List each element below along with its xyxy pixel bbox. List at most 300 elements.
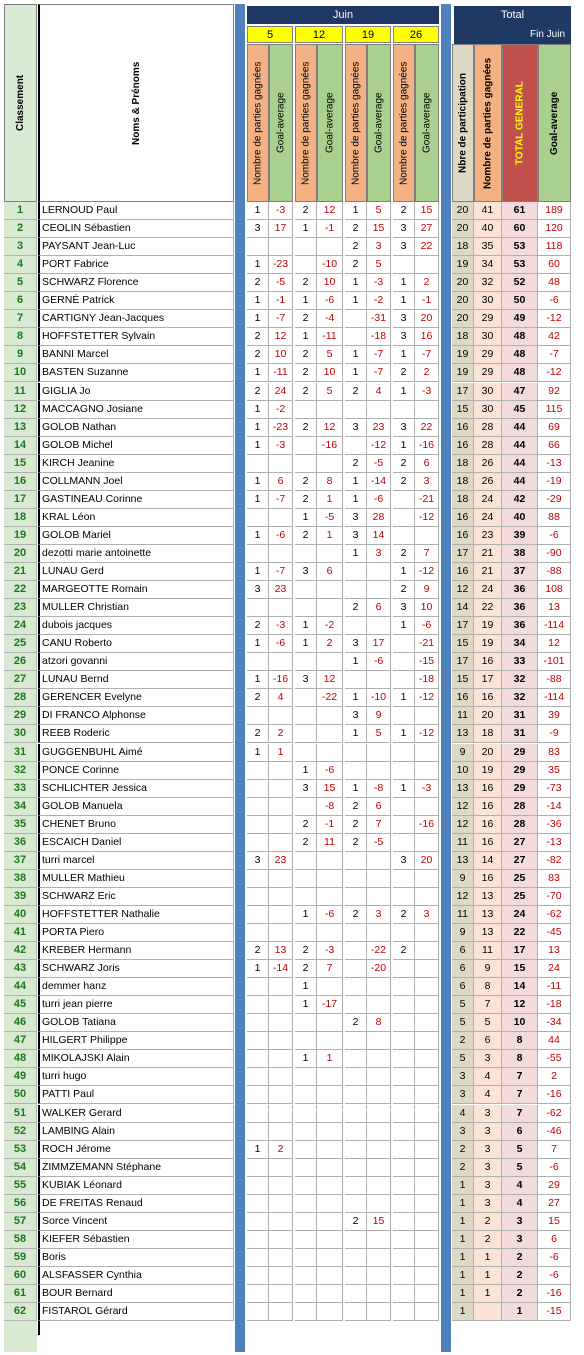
cell-tw: 13 xyxy=(474,888,502,906)
cell-g19: -5 xyxy=(367,834,391,852)
cell-g26: 22 xyxy=(415,419,439,437)
cell-w12 xyxy=(295,1285,317,1303)
cell-ga: -114 xyxy=(538,617,571,635)
cell-ga: 15 xyxy=(538,1213,571,1231)
cell-g19 xyxy=(367,1050,391,1068)
cell-tot: 50 xyxy=(502,292,538,310)
player-name: WALKER Gerard xyxy=(38,1105,234,1123)
cell-w12 xyxy=(295,1014,317,1032)
cell-g26 xyxy=(415,762,439,780)
cell-g19 xyxy=(367,924,391,942)
cell-w19 xyxy=(345,996,367,1014)
cell-p: 12 xyxy=(452,581,474,599)
cell-tw: 11 xyxy=(474,942,502,960)
cell-w12: 2 xyxy=(295,274,317,292)
cell-w26 xyxy=(393,1032,415,1050)
cell-p: 16 xyxy=(452,437,474,455)
cell-w26: 1 xyxy=(393,725,415,743)
cell-g12 xyxy=(317,924,343,942)
subheader-w26-label: Nombre de parties gagnées xyxy=(398,61,410,185)
rank-cell: 17 xyxy=(4,491,37,509)
cell-tot: 7 xyxy=(502,1068,538,1086)
cell-w19: 2 xyxy=(345,455,367,473)
cell-g5: 2 xyxy=(269,725,293,743)
cell-w19 xyxy=(345,924,367,942)
cell-g5: 6 xyxy=(269,473,293,491)
cell-w12 xyxy=(295,725,317,743)
cell-p: 6 xyxy=(452,978,474,996)
cell-g12 xyxy=(317,1141,343,1159)
cell-tw: 19 xyxy=(474,762,502,780)
cell-tw: 19 xyxy=(474,635,502,653)
cell-w5 xyxy=(247,816,269,834)
cell-w5 xyxy=(247,455,269,473)
cell-w26 xyxy=(393,798,415,816)
cell-g19 xyxy=(367,401,391,419)
cell-w12 xyxy=(295,1231,317,1249)
cell-g19: 4 xyxy=(367,383,391,401)
cell-tot: 32 xyxy=(502,671,538,689)
cell-p: 16 xyxy=(452,509,474,527)
cell-p: 18 xyxy=(452,328,474,346)
cell-p: 18 xyxy=(452,455,474,473)
cell-ga: 44 xyxy=(538,1032,571,1050)
cell-w5 xyxy=(247,906,269,924)
rank-cell: 7 xyxy=(4,310,37,328)
cell-tot: 2 xyxy=(502,1267,538,1285)
rank-cell: 2 xyxy=(4,220,37,238)
cell-tot: 7 xyxy=(502,1105,538,1123)
rank-cell: 3 xyxy=(4,238,37,256)
cell-g12: -16 xyxy=(317,437,343,455)
cell-g19 xyxy=(367,617,391,635)
player-name: Boris xyxy=(38,1249,234,1267)
cell-tw: 3 xyxy=(474,1141,502,1159)
cell-tw: 20 xyxy=(474,707,502,725)
cell-tw: 22 xyxy=(474,599,502,617)
cell-w12: 2 xyxy=(295,834,317,852)
cell-g12: 12 xyxy=(317,202,343,220)
cell-tw: 2 xyxy=(474,1213,502,1231)
cell-g5 xyxy=(269,707,293,725)
cell-w5 xyxy=(247,1249,269,1267)
cell-ga: -29 xyxy=(538,491,571,509)
cell-ga: 7 xyxy=(538,1141,571,1159)
cell-g12 xyxy=(317,238,343,256)
player-name: LUNAU Bernd xyxy=(38,671,234,689)
cell-ga: -16 xyxy=(538,1086,571,1104)
player-name: LUNAU Gerd xyxy=(38,563,234,581)
rank-cell: 34 xyxy=(4,798,37,816)
cell-ga: -88 xyxy=(538,563,571,581)
cell-tw: 7 xyxy=(474,996,502,1014)
rank-cell: 52 xyxy=(4,1123,37,1141)
cell-g12 xyxy=(317,455,343,473)
rank-cell: 55 xyxy=(4,1177,37,1195)
subheader-g12 xyxy=(317,44,343,202)
cell-tw: 26 xyxy=(474,455,502,473)
cell-g19: 6 xyxy=(367,599,391,617)
cell-w26: 2 xyxy=(393,202,415,220)
cell-g26: -3 xyxy=(415,780,439,798)
player-name: MULLER Mathieu xyxy=(38,870,234,888)
cell-w5: 2 xyxy=(247,689,269,707)
subheader-tw xyxy=(474,44,502,202)
cell-ga: 120 xyxy=(538,220,571,238)
cell-g5 xyxy=(269,1177,293,1195)
cell-tw: 9 xyxy=(474,960,502,978)
cell-tot: 14 xyxy=(502,978,538,996)
cell-g19: 3 xyxy=(367,545,391,563)
cell-g26: 20 xyxy=(415,310,439,328)
cell-g26: 16 xyxy=(415,328,439,346)
cell-g19 xyxy=(367,671,391,689)
cell-w5 xyxy=(247,1105,269,1123)
cell-w19 xyxy=(345,744,367,762)
cell-g5: 1 xyxy=(269,744,293,762)
rank-cell: 9 xyxy=(4,346,37,364)
cell-g26: -16 xyxy=(415,437,439,455)
cell-w5 xyxy=(247,924,269,942)
subheader-ga-label: Goal-average xyxy=(549,91,560,155)
cell-p: 2 xyxy=(452,1159,474,1177)
cell-w12 xyxy=(295,689,317,707)
cell-w12 xyxy=(295,888,317,906)
rank-cell: 53 xyxy=(4,1141,37,1159)
cell-g5: -3 xyxy=(269,437,293,455)
cell-g26 xyxy=(415,1141,439,1159)
cell-ga: -13 xyxy=(538,834,571,852)
cell-ga: -73 xyxy=(538,780,571,798)
cell-g19: 28 xyxy=(367,509,391,527)
cell-tw: 3 xyxy=(474,1050,502,1068)
cell-g19 xyxy=(367,1159,391,1177)
cell-w26: 3 xyxy=(393,599,415,617)
cell-tot: 3 xyxy=(502,1231,538,1249)
cell-p: 13 xyxy=(452,725,474,743)
cell-tot: 32 xyxy=(502,689,538,707)
cell-g26 xyxy=(415,1032,439,1050)
subheader-g26-label: Goal-average xyxy=(421,92,433,154)
cell-tw: 30 xyxy=(474,328,502,346)
cell-w19 xyxy=(345,563,367,581)
cell-p: 20 xyxy=(452,274,474,292)
cell-g5: -1 xyxy=(269,292,293,310)
cell-g12: -1 xyxy=(317,816,343,834)
cell-w19: 1 xyxy=(345,274,367,292)
cell-tot: 60 xyxy=(502,220,538,238)
rank-cell: 31 xyxy=(4,744,37,762)
cell-w26 xyxy=(393,256,415,274)
cell-g26: -18 xyxy=(415,671,439,689)
cell-w26 xyxy=(393,744,415,762)
cell-g5: 12 xyxy=(269,328,293,346)
cell-w19 xyxy=(345,1249,367,1267)
subheader-tw-label: Nombre de parties gagnées xyxy=(482,57,494,189)
cell-g26: -3 xyxy=(415,383,439,401)
cell-g12: 7 xyxy=(317,960,343,978)
cell-g5: -7 xyxy=(269,310,293,328)
cell-ga: -6 xyxy=(538,527,571,545)
cell-p: 5 xyxy=(452,1050,474,1068)
cell-w12 xyxy=(295,707,317,725)
cell-w5: 3 xyxy=(247,220,269,238)
cell-ga: 13 xyxy=(538,599,571,617)
cell-g12: 5 xyxy=(317,383,343,401)
cell-w12 xyxy=(295,1086,317,1104)
cell-w19 xyxy=(345,1086,367,1104)
cell-tw: 30 xyxy=(474,383,502,401)
cell-ga: -88 xyxy=(538,671,571,689)
cell-g26 xyxy=(415,1086,439,1104)
cell-w19 xyxy=(345,888,367,906)
cell-w19 xyxy=(345,310,367,328)
cell-g19 xyxy=(367,1249,391,1267)
cell-g12: 1 xyxy=(317,1050,343,1068)
cell-g19: 6 xyxy=(367,798,391,816)
cell-tw xyxy=(474,1303,502,1321)
rank-cell: 61 xyxy=(4,1285,37,1303)
cell-ga: 118 xyxy=(538,238,571,256)
cell-p: 13 xyxy=(452,780,474,798)
player-name: KIRCH Jeanine xyxy=(38,455,234,473)
player-name: MARGEOTTE Romain xyxy=(38,581,234,599)
rank-cell: 21 xyxy=(4,563,37,581)
cell-g19: 5 xyxy=(367,256,391,274)
subheader-w26 xyxy=(393,44,415,202)
cell-w19 xyxy=(345,401,367,419)
rank-cell: 44 xyxy=(4,978,37,996)
cell-g5 xyxy=(269,996,293,1014)
cell-w19: 1 xyxy=(345,545,367,563)
cell-g5 xyxy=(269,1231,293,1249)
cell-w5 xyxy=(247,509,269,527)
cell-tot: 44 xyxy=(502,437,538,455)
cell-tot: 37 xyxy=(502,563,538,581)
cell-tw: 28 xyxy=(474,437,502,455)
cell-w5 xyxy=(247,1303,269,1321)
cell-w5 xyxy=(247,1086,269,1104)
cell-tot: 10 xyxy=(502,1014,538,1032)
cell-g12: 6 xyxy=(317,563,343,581)
cell-w5: 1 xyxy=(247,419,269,437)
subheader-w5-label: Nombre de parties gagnées xyxy=(252,61,264,185)
cell-tot: 6 xyxy=(502,1123,538,1141)
cell-w26 xyxy=(393,762,415,780)
player-name: CANU Roberto xyxy=(38,635,234,653)
rank-cell: 42 xyxy=(4,942,37,960)
player-name: KREBER Hermann xyxy=(38,942,234,960)
cell-p: 20 xyxy=(452,202,474,220)
cell-w19: 1 xyxy=(345,292,367,310)
total-header xyxy=(454,6,571,24)
cell-g5 xyxy=(269,653,293,671)
cell-tot: 31 xyxy=(502,707,538,725)
cell-p: 4 xyxy=(452,1105,474,1123)
player-name: ESCAICH Daniel xyxy=(38,834,234,852)
cell-w19: 1 xyxy=(345,346,367,364)
cell-g12: 1 xyxy=(317,491,343,509)
cell-w5: 1 xyxy=(247,310,269,328)
player-name: atzori govanni xyxy=(38,653,234,671)
cell-w5: 1 xyxy=(247,473,269,491)
rank-cell: 8 xyxy=(4,328,37,346)
cell-g19: 14 xyxy=(367,527,391,545)
cell-p: 17 xyxy=(452,383,474,401)
cell-w12 xyxy=(295,545,317,563)
cell-w5: 2 xyxy=(247,725,269,743)
cell-w12: 2 xyxy=(295,960,317,978)
subheader-w19-label: Nombre de parties gagnées xyxy=(350,61,362,185)
cell-g12: 10 xyxy=(317,364,343,382)
cell-w5 xyxy=(247,1159,269,1177)
cell-tw: 1 xyxy=(474,1285,502,1303)
player-name: BANNI Marcel xyxy=(38,346,234,364)
cell-tw: 6 xyxy=(474,1032,502,1050)
cell-w19: 3 xyxy=(345,707,367,725)
cell-tot: 36 xyxy=(502,581,538,599)
cell-tot: 29 xyxy=(502,762,538,780)
cell-g5: -14 xyxy=(269,960,293,978)
cell-tot: 15 xyxy=(502,960,538,978)
cell-w5 xyxy=(247,996,269,1014)
player-name: BOUR Bernard xyxy=(38,1285,234,1303)
cell-w19: 2 xyxy=(345,383,367,401)
player-name: SCHWARZ Florence xyxy=(38,274,234,292)
cell-g26 xyxy=(415,1267,439,1285)
cell-tw: 3 xyxy=(474,1123,502,1141)
rank-cell: 19 xyxy=(4,527,37,545)
rank-cell: 46 xyxy=(4,1014,37,1032)
cell-w26 xyxy=(393,1303,415,1321)
cell-p: 1 xyxy=(452,1249,474,1267)
cell-ga: -90 xyxy=(538,545,571,563)
player-name: Sorce Vincent xyxy=(38,1213,234,1231)
cell-tw: 26 xyxy=(474,473,502,491)
cell-w19 xyxy=(345,1267,367,1285)
cell-w19 xyxy=(345,1159,367,1177)
cell-w26: 1 xyxy=(393,689,415,707)
cell-p: 3 xyxy=(452,1123,474,1141)
cell-w12: 1 xyxy=(295,328,317,346)
cell-w5: 3 xyxy=(247,581,269,599)
cell-w12: 2 xyxy=(295,346,317,364)
cell-w5 xyxy=(247,1177,269,1195)
cell-g19 xyxy=(367,870,391,888)
player-name: SCHWARZ Joris xyxy=(38,960,234,978)
cell-tw: 24 xyxy=(474,509,502,527)
cell-p: 18 xyxy=(452,473,474,491)
cell-g26 xyxy=(415,1014,439,1032)
cell-g19 xyxy=(367,1123,391,1141)
cell-g19: 5 xyxy=(367,202,391,220)
cell-g19: 7 xyxy=(367,816,391,834)
cell-tw: 16 xyxy=(474,834,502,852)
cell-w19 xyxy=(345,978,367,996)
cell-w5 xyxy=(247,798,269,816)
cell-tw: 35 xyxy=(474,238,502,256)
cell-tot: 44 xyxy=(502,455,538,473)
cell-tot: 25 xyxy=(502,870,538,888)
cell-p: 11 xyxy=(452,834,474,852)
cell-p: 12 xyxy=(452,888,474,906)
cell-g12 xyxy=(317,653,343,671)
cell-g19 xyxy=(367,1285,391,1303)
cell-g12: -2 xyxy=(317,617,343,635)
cell-tw: 41 xyxy=(474,202,502,220)
cell-g26: -12 xyxy=(415,563,439,581)
cell-w19: 3 xyxy=(345,419,367,437)
cell-w26: 3 xyxy=(393,328,415,346)
cell-ga: 83 xyxy=(538,744,571,762)
cell-tw: 4 xyxy=(474,1086,502,1104)
cell-g5: 23 xyxy=(269,852,293,870)
cell-tw: 3 xyxy=(474,1105,502,1123)
cell-g26: -12 xyxy=(415,725,439,743)
cell-w12: 2 xyxy=(295,310,317,328)
cell-g26: 22 xyxy=(415,238,439,256)
week-label-26: 26 xyxy=(393,26,439,43)
cell-ga: 88 xyxy=(538,509,571,527)
cell-g12 xyxy=(317,1123,343,1141)
cell-w12 xyxy=(295,653,317,671)
cell-g5 xyxy=(269,545,293,563)
player-name: MIKOLAJSKI Alain xyxy=(38,1050,234,1068)
cell-g19 xyxy=(367,581,391,599)
cell-w19 xyxy=(345,960,367,978)
week-label-5: 5 xyxy=(247,26,293,43)
rank-cell: 12 xyxy=(4,401,37,419)
cell-w5: 1 xyxy=(247,527,269,545)
cell-w12: 2 xyxy=(295,364,317,382)
cell-g19 xyxy=(367,1177,391,1195)
cell-g5: 2 xyxy=(269,1141,293,1159)
cell-p: 18 xyxy=(452,491,474,509)
cell-w26 xyxy=(393,1177,415,1195)
cell-w26 xyxy=(393,1267,415,1285)
cell-w12 xyxy=(295,437,317,455)
cell-w26: 2 xyxy=(393,455,415,473)
cell-p: 19 xyxy=(452,346,474,364)
player-name: LERNOUD Paul xyxy=(38,202,234,220)
cell-g19: 15 xyxy=(367,1213,391,1231)
subheader-tot-label: TOTAL GENERAL xyxy=(514,81,526,165)
cell-ga: 6 xyxy=(538,1231,571,1249)
cell-w5: 2 xyxy=(247,942,269,960)
cell-tw: 29 xyxy=(474,364,502,382)
cell-w26 xyxy=(393,978,415,996)
cell-w26: 1 xyxy=(393,437,415,455)
cell-ga: -12 xyxy=(538,310,571,328)
cell-w26: 2 xyxy=(393,581,415,599)
cell-w26 xyxy=(393,401,415,419)
cell-g5 xyxy=(269,780,293,798)
rank-cell: 59 xyxy=(4,1249,37,1267)
cell-w19: 2 xyxy=(345,1213,367,1231)
cell-g19: -20 xyxy=(367,960,391,978)
cell-w5: 1 xyxy=(247,202,269,220)
cell-g19 xyxy=(367,744,391,762)
cell-g26 xyxy=(415,924,439,942)
cell-w26: 2 xyxy=(393,473,415,491)
cell-g26 xyxy=(415,1068,439,1086)
cell-tot: 1 xyxy=(502,1303,538,1321)
player-name: GERENCER Evelyne xyxy=(38,689,234,707)
cell-w5: 1 xyxy=(247,960,269,978)
player-name: GOLOB Mariel xyxy=(38,527,234,545)
cell-w5: 1 xyxy=(247,437,269,455)
cell-w19: 3 xyxy=(345,509,367,527)
